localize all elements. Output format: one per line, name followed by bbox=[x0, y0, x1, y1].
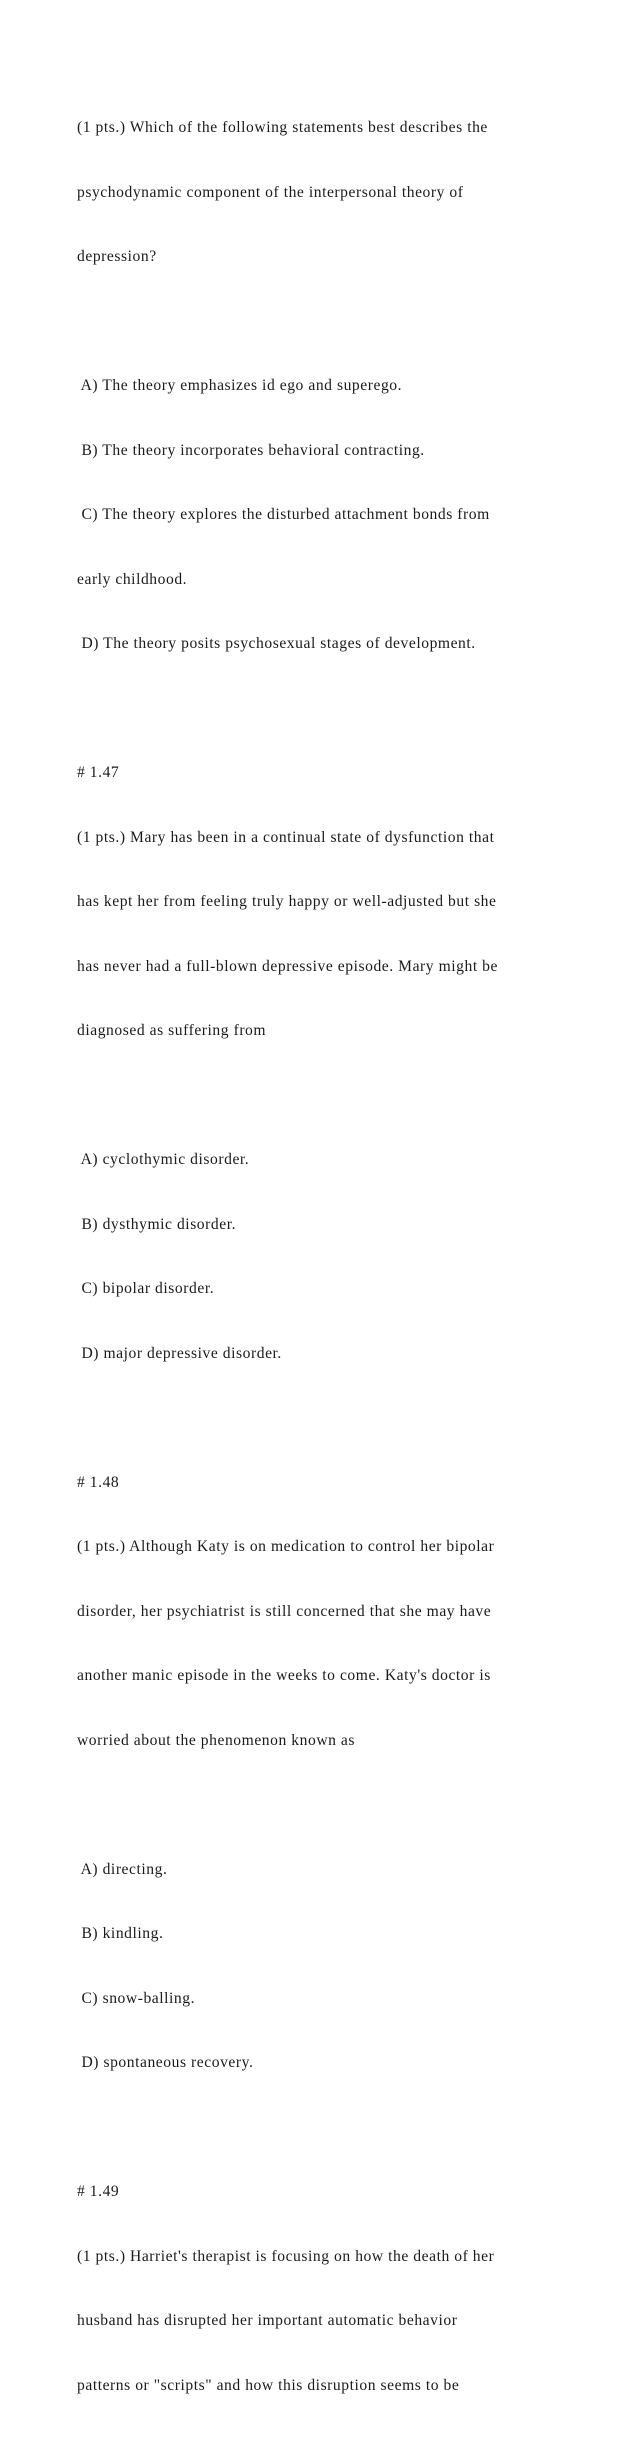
blank-line bbox=[77, 311, 557, 333]
question-text: husband has disrupted her important automatic behavior bbox=[77, 2312, 458, 2329]
blank-line bbox=[77, 2117, 557, 2139]
answer-option: B) dysthymic disorder. bbox=[77, 1215, 237, 1233]
blank-line bbox=[77, 1794, 557, 1816]
answer-option: C) snow-balling. bbox=[77, 1989, 196, 2007]
answer-option: C) bipolar disorder. bbox=[77, 1280, 215, 1297]
question-number: # 1.49 bbox=[77, 2183, 120, 2200]
blank-line bbox=[77, 698, 557, 720]
question-text: (1 pts.) Mary has been in a continual state of dysfunction that bbox=[77, 828, 495, 846]
document-text bbox=[77, 74, 557, 2439]
text-line: (1 pts.) Which of the following statements best describes the bbox=[77, 119, 488, 136]
question-text: another manic episode in the weeks to come. Katy's doctor is bbox=[77, 1667, 491, 1684]
answer-option: early childhood. bbox=[77, 570, 188, 588]
text-line: depression? bbox=[77, 248, 157, 265]
question-number: # 1.48 bbox=[77, 1473, 120, 1491]
answer-option: A) directing. bbox=[77, 1860, 168, 1878]
question-text: has kept her from feeling truly happy or well-adjusted but she bbox=[77, 893, 497, 910]
answer-option: C) The theory explores the disturbed attachment bonds from bbox=[77, 506, 490, 523]
answer-option: D) major depressive disorder. bbox=[77, 1344, 282, 1362]
question-text: diagnosed as suffering from bbox=[77, 1022, 267, 1039]
answer-option: A) cyclothymic disorder. bbox=[77, 1151, 250, 1168]
answer-option: D) spontaneous recovery. bbox=[77, 2054, 254, 2071]
question-text: worried about the phenomenon known as bbox=[77, 1731, 356, 1749]
question-text: has never had a full-blown depressive episode. Mary might be bbox=[77, 957, 499, 975]
question-text: disorder, her psychiatrist is still concerned that she may have bbox=[77, 1602, 492, 1620]
answer-option: A) The theory emphasizes id ego and superego. bbox=[77, 377, 403, 394]
question-text: patterns or "scripts" and how this disruption seems to be bbox=[77, 2376, 460, 2394]
blank-line bbox=[77, 1085, 557, 1107]
question-text: (1 pts.) Harriet's therapist is focusing on how the death of her bbox=[77, 2247, 495, 2265]
answer-option: B) The theory incorporates behavioral contracting. bbox=[77, 441, 425, 459]
answer-option: B) kindling. bbox=[77, 1925, 164, 1942]
question-number: # 1.47 bbox=[77, 764, 120, 781]
question-text: (1 pts.) Although Katy is on medication to control her bipolar bbox=[77, 1538, 495, 1555]
blank-line bbox=[77, 1407, 557, 1429]
text-line: psychodynamic component of the interpersonal theory of bbox=[77, 183, 464, 201]
answer-option: D) The theory posits psychosexual stages of development. bbox=[77, 635, 476, 652]
